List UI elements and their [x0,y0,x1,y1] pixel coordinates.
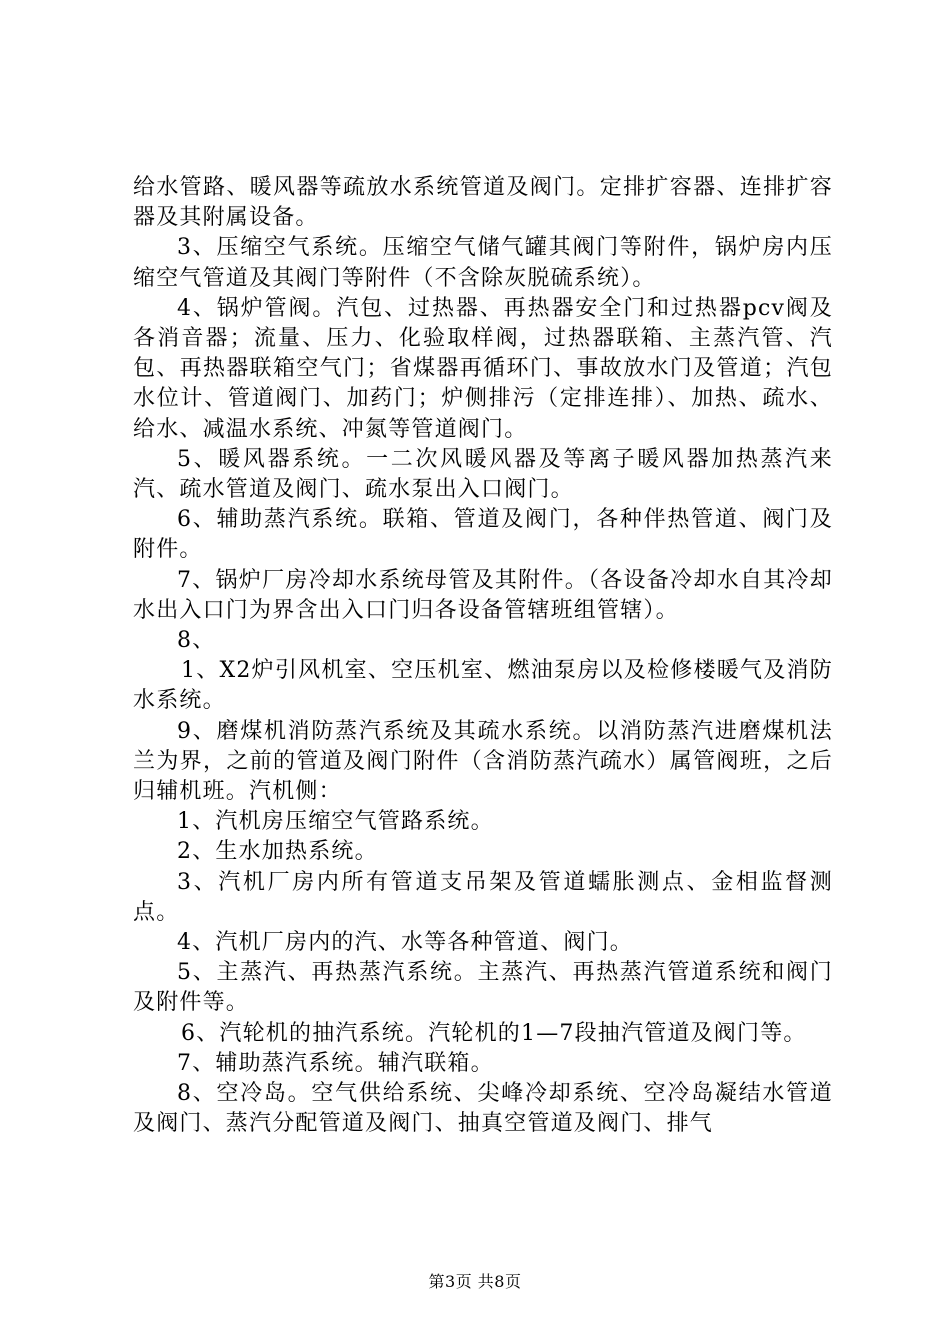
paragraph-auxiliary-steam: 6、辅助蒸汽系统。联箱、管道及阀门，各种伴热管道、阀门及附件。 [133,507,833,563]
paragraph-heating-fire-water: 1、X2炉引风机室、空压机室、燃油泵房以及检修楼暖气及消防水系统。 [133,658,833,714]
paragraph-extraction-steam: 6、汽轮机的抽汽系统。汽轮机的1—7段抽汽管道及阀门等。 [181,1020,807,1046]
document-body [133,173,833,1140]
paragraph-boiler-valves: 4、锅炉管阀。汽包、过热器、再热器安全门和过热器pcv阀及各消音器；流量、压力、化验取样阀，过热器联箱、主蒸汽管、汽包、再热器联箱空气门；省煤器再循环门、事故放水门及管道；汽包水位计、管道阀门、加药门；炉侧排污（定排连排）、加热、疏水、给水、减温水系统、冲氮等管道阀门。 [133,295,833,442]
paragraph-water-supply: 给水管路、暖风器等疏放水系统管道及阀门。定排扩容器、连排扩容器及其附属设备。 [133,175,833,231]
paragraph-cooling-water: 7、锅炉厂房冷却水系统母管及其附件。（各设备冷却水自其冷却水出入口门为界含出入口门归各设备管辖班组管辖）。 [133,567,833,623]
paragraph-air-cooling-island: 8、空冷岛。空气供给系统、尖峰冷却系统、空冷岛凝结水管道及阀门、蒸汽分配管道及阀门、抽真空管道及阀门、排气 [133,1081,833,1137]
paragraph-mill-fire-steam: 9、磨煤机消防蒸汽系统及其疏水系统。以消防蒸汽进磨煤机法兰为界，之前的管道及阀门附件（含消防蒸汽疏水）属管阀班，之后归辅机班。汽机侧： [133,718,833,805]
paragraph-main-steam: 5、主蒸汽、再热蒸汽系统。主蒸汽、再热蒸汽管道系统和阀门及附件等。 [133,960,833,1016]
paragraph-compressed-air: 3、压缩空气系统。压缩空气储气罐其阀门等附件，锅炉房内压缩空气管道及其阀门等附件（不含除灰脱硫系统）。 [133,235,833,291]
paragraph-aux-steam-header: 7、辅助蒸汽系统。辅汽联箱。 [177,1050,494,1076]
paragraph-item-8: 8、 [177,628,216,654]
paragraph-turbine-compressed-air: 1、汽机房压缩空气管路系统。 [177,809,494,835]
page-footer: 第3页 共8页 [428,1272,522,1291]
paragraph-pipe-supports: 3、汽机厂房内所有管道支吊架及管道蠕胀测点、金相监督测点。 [133,869,833,925]
paragraph-air-heater: 5、暖风器系统。一二次风暖风器及等离子暖风器加热蒸汽来汽、疏水管道及阀门、疏水泵出入口阀门。 [133,446,833,503]
paragraph-raw-water-heating: 2、生水加热系统。 [177,839,378,865]
paragraph-turbine-pipes: 4、汽机厂房内的汽、水等各种管道、阀门。 [177,930,633,956]
